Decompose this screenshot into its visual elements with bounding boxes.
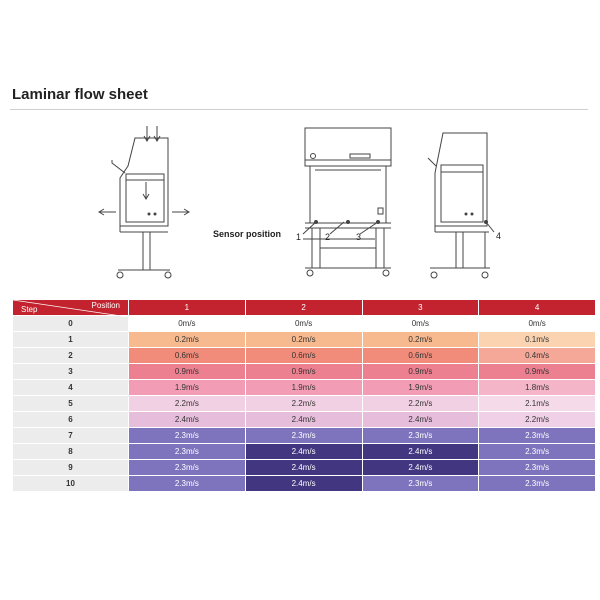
cabinet-drawings	[0, 118, 600, 293]
flow-value-cell: 0m/s	[363, 316, 479, 331]
sensor-position-label: Sensor position	[213, 229, 282, 239]
step-cell: 6	[13, 412, 128, 427]
step-cell: 10	[13, 476, 128, 491]
flow-value-cell: 2.4m/s	[246, 444, 362, 459]
position-header-3: 3	[363, 300, 479, 315]
sensor-number-3: 3	[356, 232, 362, 242]
flow-value-cell: 0.6m/s	[129, 348, 245, 363]
table-row	[13, 476, 595, 491]
flow-value-cell: 2.3m/s	[129, 476, 245, 491]
front-view-drawing	[303, 128, 391, 276]
laminar-flow-table	[12, 299, 596, 492]
flow-value-cell: 2.4m/s	[246, 476, 362, 491]
table-row	[13, 428, 595, 443]
sensor-number-4: 4	[496, 231, 502, 241]
flow-value-cell: 2.3m/s	[363, 476, 479, 491]
flow-value-cell: 0m/s	[246, 316, 362, 331]
flow-value-cell: 2.4m/s	[129, 412, 245, 427]
table-row	[13, 444, 595, 459]
table-body	[13, 316, 595, 491]
step-cell: 2	[13, 348, 128, 363]
step-cell: 4	[13, 380, 128, 395]
flow-value-cell: 2.3m/s	[479, 444, 595, 459]
flow-value-cell: 0.6m/s	[363, 348, 479, 363]
flow-value-cell: 2.3m/s	[129, 444, 245, 459]
step-header-label: Step	[21, 305, 38, 314]
flow-value-cell: 0m/s	[129, 316, 245, 331]
flow-value-cell: 0.9m/s	[479, 364, 595, 379]
title-divider	[10, 109, 588, 110]
flow-value-cell: 0.9m/s	[363, 364, 479, 379]
position-header-4: 4	[479, 300, 595, 315]
step-cell: 3	[13, 364, 128, 379]
step-cell: 1	[13, 332, 128, 347]
header-corner	[13, 300, 128, 315]
flow-value-cell: 1.9m/s	[246, 380, 362, 395]
page-title: Laminar flow sheet	[12, 86, 148, 103]
position-header-2: 2	[246, 300, 362, 315]
flow-value-cell: 2.3m/s	[129, 460, 245, 475]
right-view-drawing	[428, 133, 494, 278]
table-row	[13, 380, 595, 395]
flow-value-cell: 1.9m/s	[363, 380, 479, 395]
sensor-number-2: 2	[325, 232, 331, 242]
flow-value-cell: 2.4m/s	[246, 460, 362, 475]
table-header-row	[13, 300, 595, 315]
flow-value-cell: 2.4m/s	[363, 444, 479, 459]
flow-value-cell: 2.3m/s	[129, 428, 245, 443]
flow-value-cell: 2.3m/s	[479, 460, 595, 475]
flow-value-cell: 2.4m/s	[246, 412, 362, 427]
table-row	[13, 364, 595, 379]
position-header-1: 1	[129, 300, 245, 315]
step-cell: 5	[13, 396, 128, 411]
flow-value-cell: 2.2m/s	[479, 412, 595, 427]
step-cell: 8	[13, 444, 128, 459]
flow-value-cell: 0.1m/s	[479, 332, 595, 347]
flow-value-cell: 2.4m/s	[363, 460, 479, 475]
flow-value-cell: 0.9m/s	[246, 364, 362, 379]
table-row	[13, 332, 595, 347]
flow-value-cell: 0.2m/s	[363, 332, 479, 347]
flow-value-cell: 0.6m/s	[246, 348, 362, 363]
flow-value-cell: 2.2m/s	[129, 396, 245, 411]
table-row	[13, 460, 595, 475]
step-cell: 9	[13, 460, 128, 475]
flow-value-cell: 2.4m/s	[363, 412, 479, 427]
flow-value-cell: 0.2m/s	[246, 332, 362, 347]
flow-value-cell: 0m/s	[479, 316, 595, 331]
side-view-drawing	[99, 126, 189, 278]
flow-value-cell: 0.9m/s	[129, 364, 245, 379]
flow-value-cell: 0.2m/s	[129, 332, 245, 347]
flow-value-cell: 2.3m/s	[479, 428, 595, 443]
flow-value-cell: 1.9m/s	[129, 380, 245, 395]
flow-value-cell: 2.3m/s	[246, 428, 362, 443]
flow-value-cell: 2.2m/s	[363, 396, 479, 411]
step-cell: 0	[13, 316, 128, 331]
flow-value-cell: 0.4m/s	[479, 348, 595, 363]
flow-value-cell: 2.2m/s	[246, 396, 362, 411]
sensor-number-1: 1	[296, 232, 302, 242]
table-row	[13, 396, 595, 411]
flow-value-cell: 2.1m/s	[479, 396, 595, 411]
table-row	[13, 316, 595, 331]
position-header-label: Position	[91, 301, 120, 310]
table-row	[13, 348, 595, 363]
flow-value-cell: 2.3m/s	[363, 428, 479, 443]
flow-value-cell: 2.3m/s	[479, 476, 595, 491]
flow-value-cell: 1.8m/s	[479, 380, 595, 395]
step-cell: 7	[13, 428, 128, 443]
table-row	[13, 412, 595, 427]
